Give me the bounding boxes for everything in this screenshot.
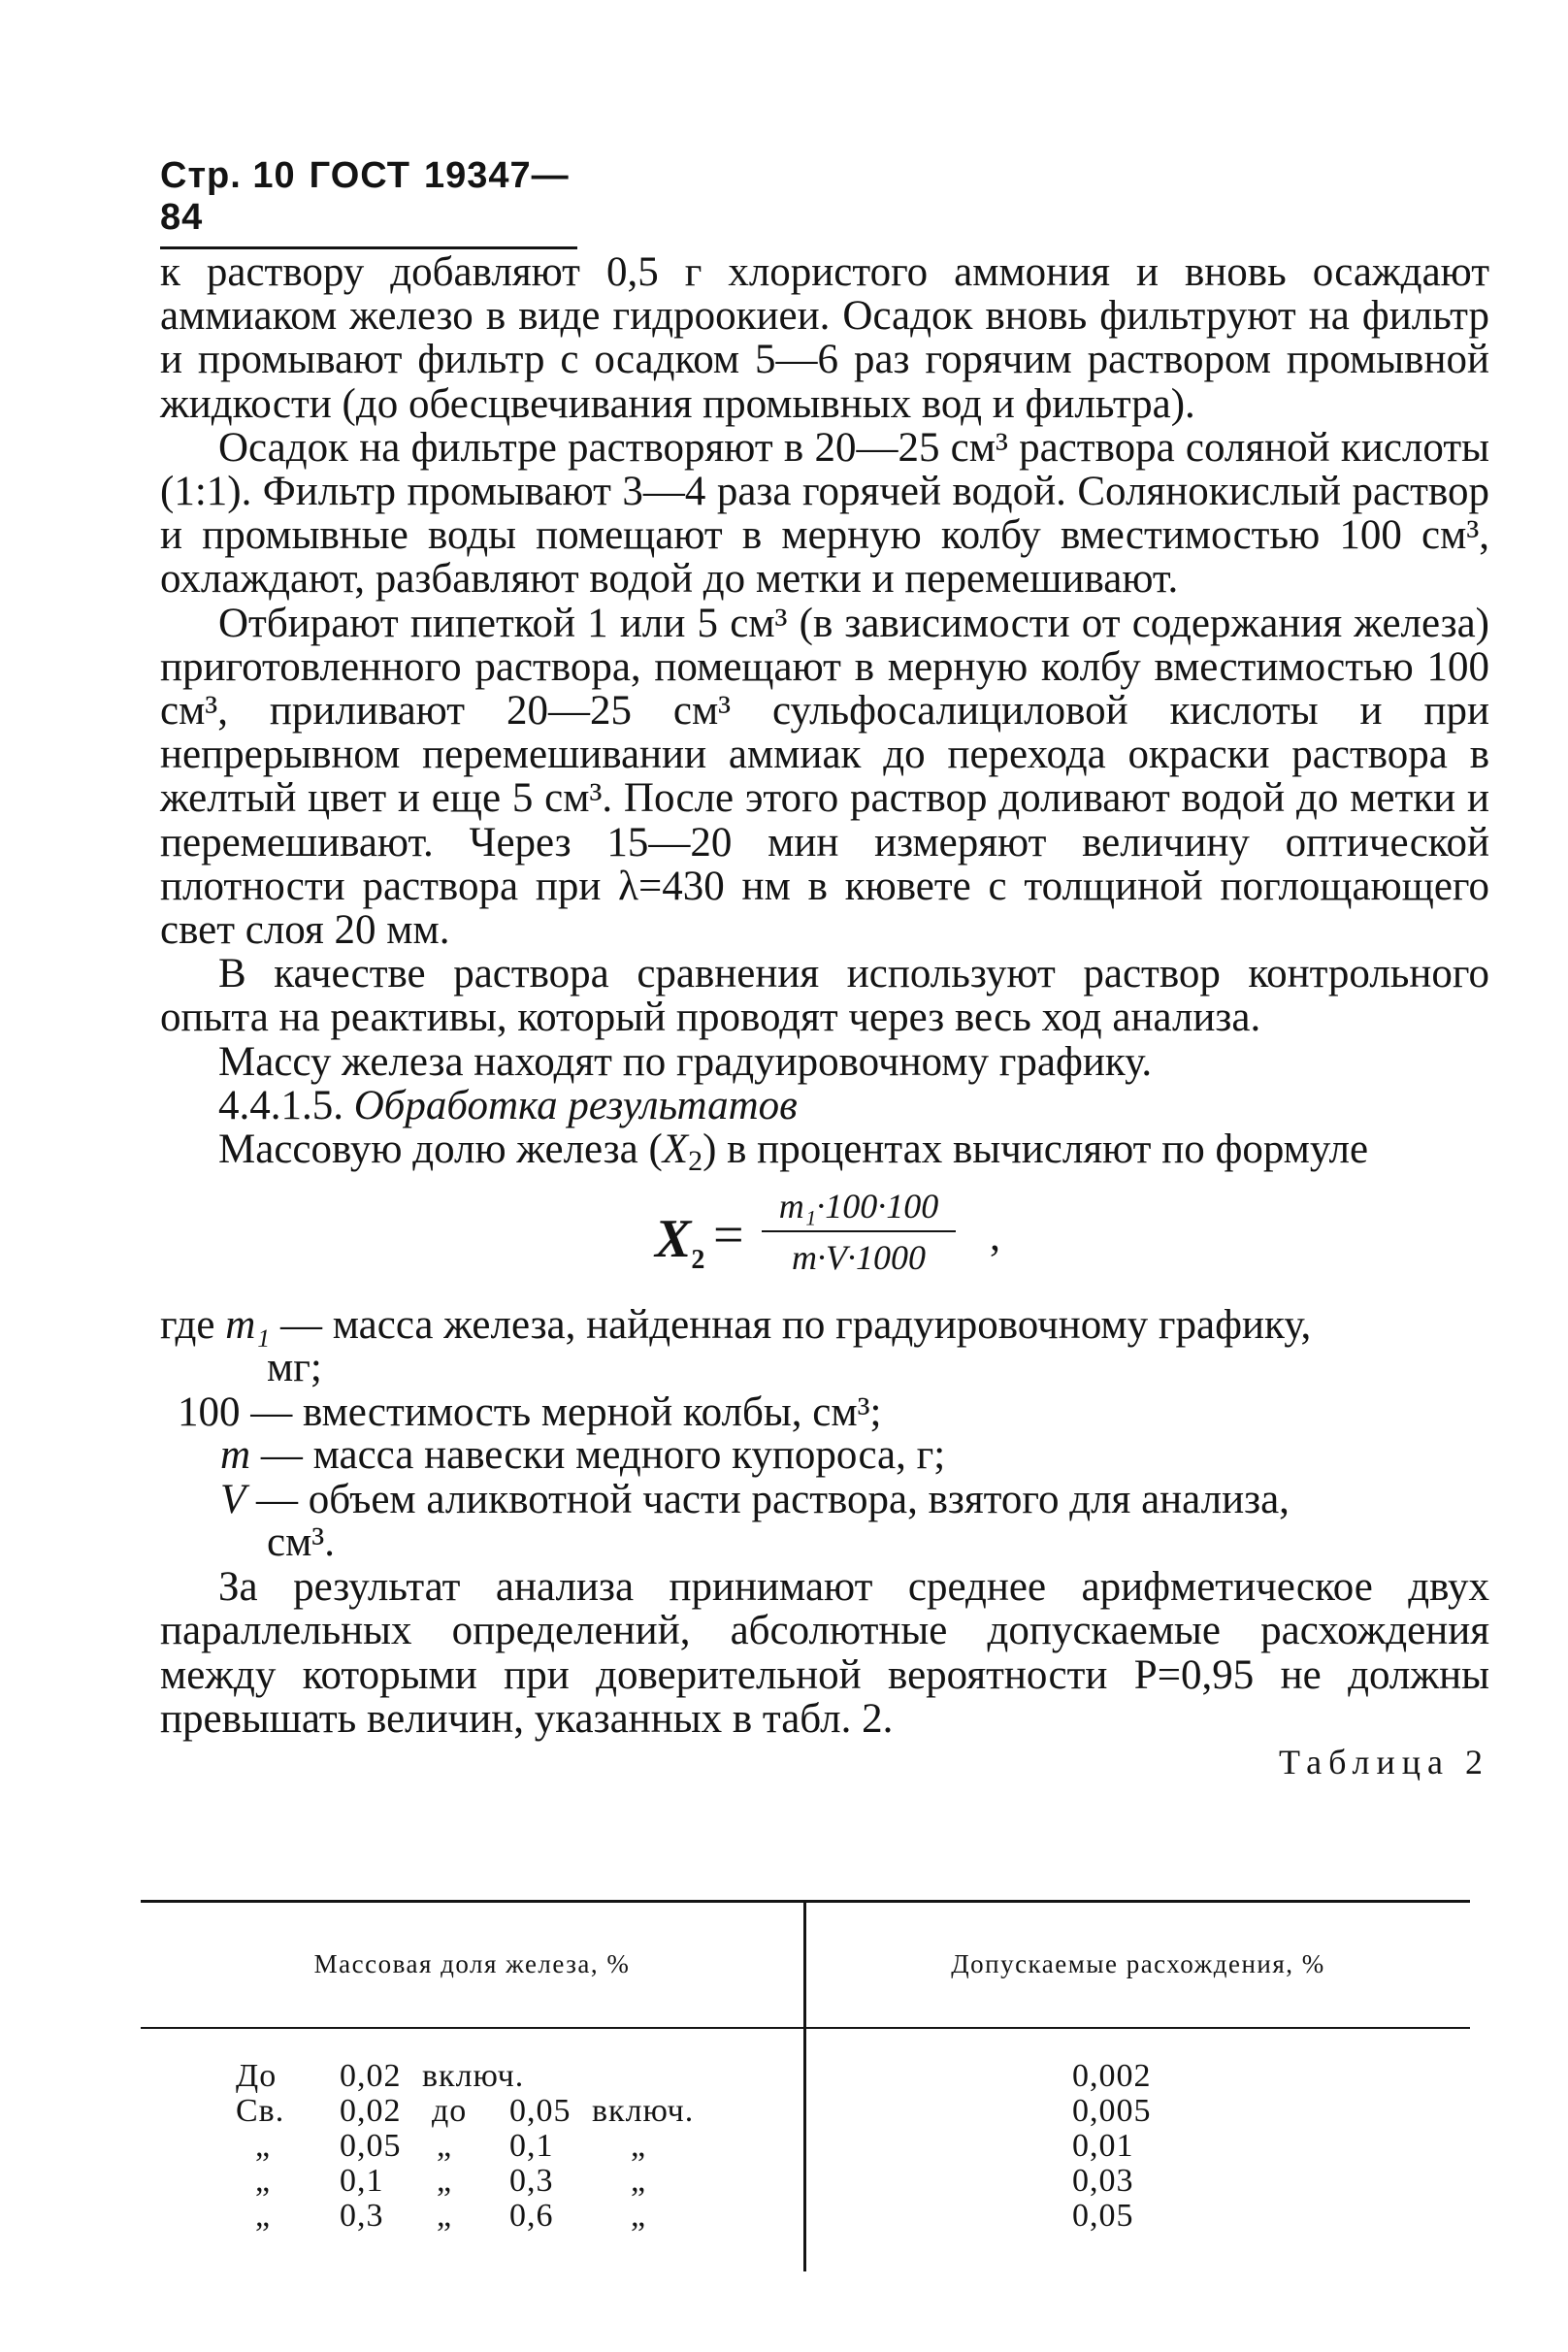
row-incl: „ (631, 2128, 647, 2164)
p6-end: ) в процентах вычисляют по формуле (702, 1127, 1369, 1173)
formula-lhs-var: X (655, 1209, 692, 1270)
row-tolerance: 0,05 (1072, 2198, 1134, 2234)
row-to: 0,6 (509, 2198, 554, 2234)
where-4-var: V (220, 1477, 246, 1523)
paragraph-7: За результат анализа принимают среднее арифметическое двух параллельных определений, абсолютные допускаемые расхождения между которыми при доверительной вероятности P=0,95 не должны превышать величин, указанных в табл. 2. (160, 1564, 1489, 1742)
page-label: Стр. 10 (160, 155, 296, 196)
formula-equals: = (713, 1205, 744, 1266)
where-block (160, 1303, 1489, 1565)
row-tolerance: 0,01 (1072, 2128, 1134, 2164)
standard-number: 19347—84 (160, 155, 570, 238)
paragraph-6 (160, 1127, 1489, 1183)
where-line-1 (160, 1303, 1311, 1347)
formula (160, 1185, 1489, 1299)
where-line-4-cont: см³. (267, 1519, 335, 1566)
where-1-prefix: где (160, 1302, 226, 1349)
table-row (141, 2163, 1470, 2202)
data-table (141, 1900, 1470, 2271)
formula-lhs (655, 1209, 705, 1282)
row-from: 0,1 (340, 2163, 384, 2199)
row-incl: включ. (592, 2093, 695, 2129)
section-number: 4.4.1.5. (218, 1082, 343, 1128)
paragraph-1: к раствору добавляют 0,5 г хлористого аммония и вновь осаждают аммиаком железо в виде гидроокиеи. Осадок вновь фильтруют на фильтр и промывают фильтр с осадком 5—6 раз горячим раствором промывной жидкости (до обесцвечивания промывных вод и фильтра). (160, 249, 1489, 427)
table-row (141, 2198, 1470, 2237)
where-line-3 (220, 1433, 945, 1477)
where-line-1-cont: мг; (267, 1345, 322, 1391)
row-to: 0,05 (509, 2093, 572, 2129)
p6-sub: 2 (688, 1145, 703, 1178)
row-from: 0,05 (340, 2128, 402, 2164)
where-1-text: — масса железа, найденная по градуировочному графику, (270, 1302, 1312, 1349)
formula-lhs-sub: 2 (691, 1245, 705, 1276)
row-incl: „ (631, 2163, 647, 2199)
p6-var: X (662, 1127, 689, 1173)
table-divider-header (141, 2027, 1470, 2029)
where-4-text: — объем аликвотной части раствора, взятого для анализа, (245, 1477, 1290, 1523)
row-from: 0,02 (340, 2058, 402, 2094)
where-1-var: m₁ (225, 1302, 271, 1349)
paragraph-5: Массу железа находят по градуировочному графику. (218, 1038, 1153, 1085)
formula-comma: , (990, 1212, 1000, 1260)
where-3-var: m (220, 1432, 251, 1479)
section-title: Обработка результатов (353, 1082, 798, 1128)
row-tolerance: 0,002 (1072, 2058, 1152, 2094)
row-to-word: „ (437, 2198, 453, 2234)
table-row (141, 2093, 1470, 2132)
row-prefix: „ (255, 2163, 272, 2199)
row-incl: включ. (422, 2058, 525, 2094)
formula-denominator: m·V·1000 (792, 1238, 926, 1278)
paragraph-3: Отбирают пипеткой 1 или 5 см³ (в зависимости от содержания железа) приготовленного раствора, помещают в мерную колбу вместимостью 100 см³, приливают 20—25 см³ сульфосалициловой кислоты и при непрерывном перемешивании аммиак до перехода окраски раствора в желтый цвет и еще 5 см³. После этого раствор доливают водой до метки и перемешивают. Через 15—20 мин измеряют величину оптической плотности раствора при λ=430 нм в кювете с толщиной поглощающего свет слоя 20 мм. (160, 600, 1489, 954)
row-to: 0,3 (509, 2163, 554, 2199)
row-from: 0,3 (340, 2198, 384, 2234)
row-to-word: „ (437, 2128, 453, 2164)
table-row (141, 2058, 1470, 2097)
row-prefix: „ (255, 2128, 272, 2164)
document-body (160, 250, 1489, 1787)
row-to-word: „ (437, 2163, 453, 2199)
section-heading (160, 1084, 1489, 1127)
row-to-word: до (432, 2093, 468, 2129)
paragraph-4: В качестве раствора сравнения используют раствор контрольного опыта на реактивы, который проводят через весь ход анализа. (160, 951, 1489, 1041)
table-row (141, 2128, 1470, 2167)
table-header-mass-fraction: Массовая доля железа, % (313, 1949, 631, 1978)
table-caption: Таблица 2 (1279, 1743, 1489, 1782)
row-tolerance: 0,03 (1072, 2163, 1134, 2199)
row-from: 0,02 (340, 2093, 402, 2129)
p6-start: Массовую долю железа ( (218, 1127, 663, 1173)
row-to: 0,1 (509, 2128, 554, 2164)
where-line-4 (220, 1478, 1290, 1521)
formula-numerator: m₁·100·100 (762, 1185, 956, 1232)
row-tolerance: 0,005 (1072, 2093, 1152, 2129)
paragraph-2: Осадок на фильтре растворяют в 20—25 см³ раствора соляной кислоты (1:1). Фильтр промывают 3—4 раза горячей водой. Солянокислый раствор и промывные воды помещают в мерную колбу вместимостью 100 см³, охлаждают, разбавляют водой до метки и перемешивают. (160, 424, 1489, 603)
table-header-tolerance: Допускаемые расхождения, % (951, 1949, 1325, 1978)
page-header (160, 155, 577, 249)
row-prefix: Св. (236, 2093, 285, 2129)
formula-fraction (762, 1185, 956, 1280)
row-incl: „ (631, 2198, 647, 2234)
where-line-2: 100 — вместимость мерной колбы, см³; (178, 1389, 882, 1436)
where-3-text: — масса навески медного купороса, г; (250, 1432, 946, 1479)
standard-name: ГОСТ (309, 155, 410, 196)
row-prefix: „ (255, 2198, 272, 2234)
row-prefix: До (236, 2058, 278, 2094)
